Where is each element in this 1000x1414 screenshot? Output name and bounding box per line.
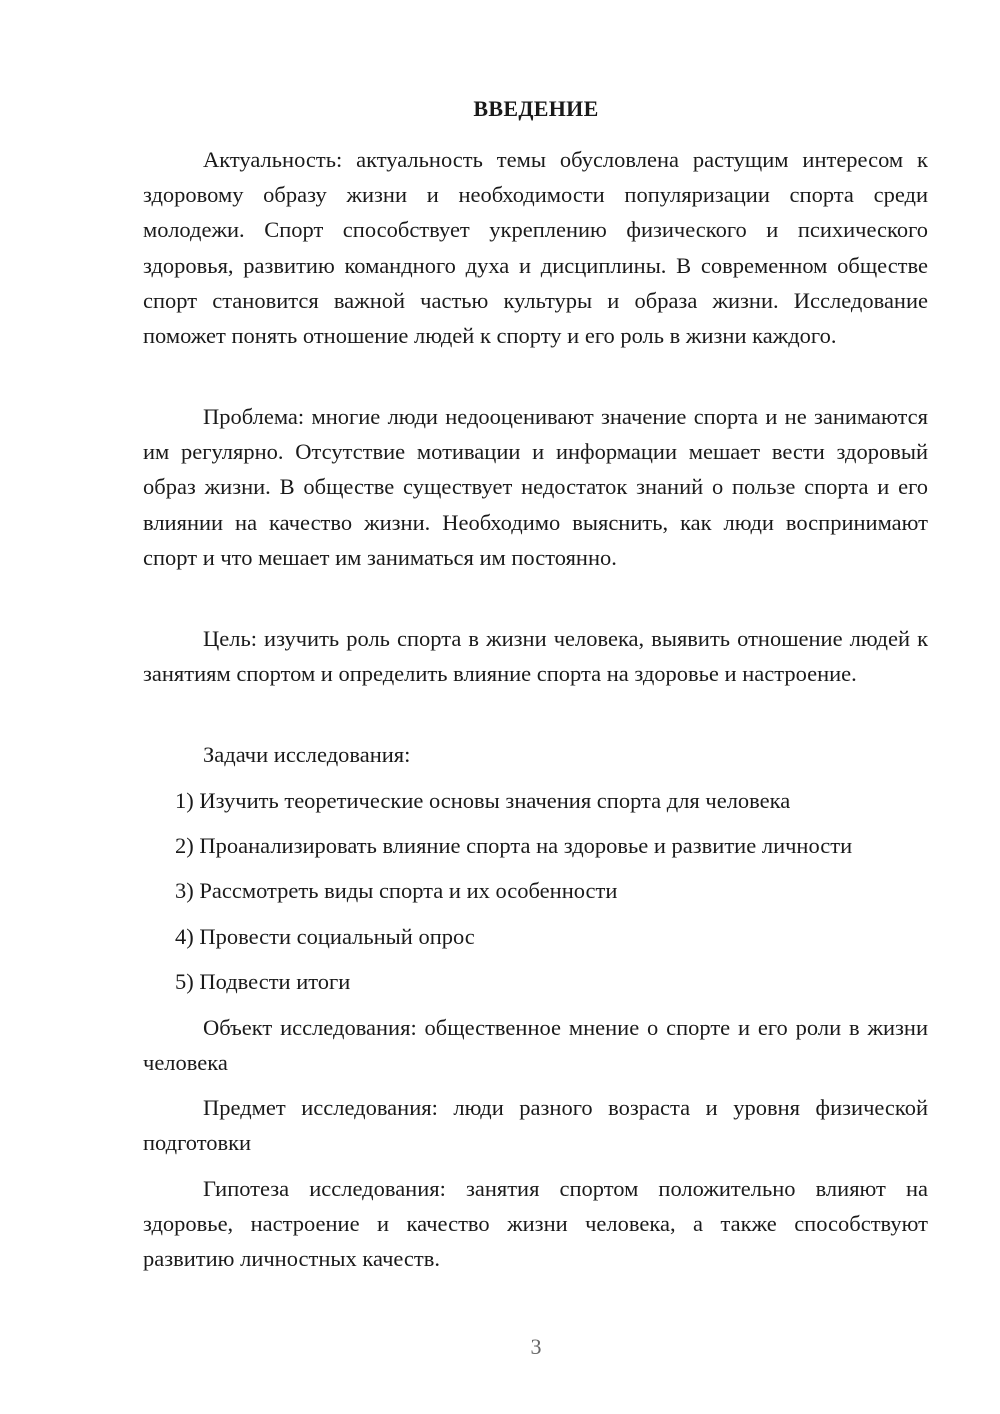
task-item-4: 4) Провести социальный опрос — [175, 924, 475, 949]
page-title: ВВЕДЕНИЕ — [473, 96, 599, 121]
paragraph-problem: Проблема: многие люди недооценивают значение спорта и не занимаются им регулярно. Отсутствие мотивации и информации мешает вести здоровый образ жизни. В обществе существует недостаток знаний о пользе спорта и его влиянии на качество жизни. Необходимо выяснить, как люди воспринимают спорт и что мешает им заниматься им постоянно. — [143, 404, 928, 570]
tasks-heading: Задачи исследования: — [203, 742, 411, 767]
paragraph-object: Объект исследования: общественное мнение о спорте и его роли в жизни человека — [143, 1015, 928, 1076]
task-item-1: 1) Изучить теоретические основы значения спорта для человека — [175, 788, 791, 813]
task-item-3: 3) Рассмотреть виды спорта и их особенности — [175, 878, 618, 903]
paragraph-relevance: Актуальность: актуальность темы обусловлена растущим интересом к здоровому образу жизни и необходимости популяризации спорта среди молодежи. Спорт способствует укреплению физического и психического здоровья, развитию командного духа и дисциплины. В современном обществе спорт становится важной частью культуры и образа жизни. Исследование поможет понять отношение людей к спорту и его роль в жизни каждого. — [143, 147, 928, 349]
task-item-5: 5) Подвести итоги — [175, 969, 351, 994]
page-number: 3 — [530, 1334, 542, 1359]
paragraph-subject: Предмет исследования: люди разного возраста и уровня физической подготовки — [143, 1095, 928, 1156]
paragraph-goal: Цель: изучить роль спорта в жизни человека, выявить отношение людей к занятиям спортом и определить влияние спорта на здоровье и настроение. — [143, 626, 928, 687]
paragraph-hypothesis: Гипотеза исследования: занятия спортом положительно влияют на здоровье, настроение и качество жизни человека, а также способствуют развитию личностных качеств. — [143, 1176, 928, 1272]
task-item-2: 2) Проанализировать влияние спорта на здоровье и развитие личности — [175, 833, 853, 858]
